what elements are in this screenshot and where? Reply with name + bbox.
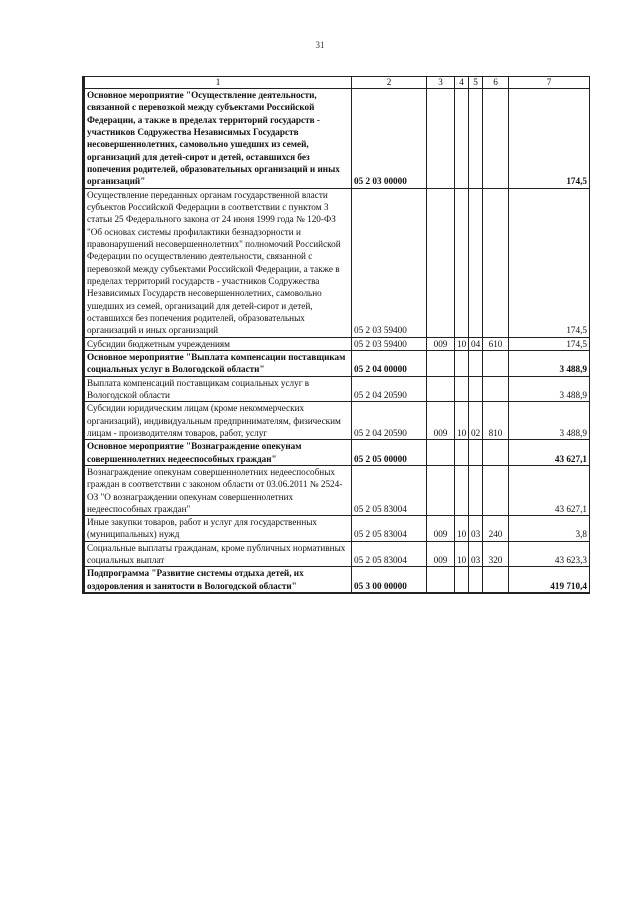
table-row (85, 516, 590, 542)
header-cell-7: 7 (509, 77, 590, 89)
row-col4-cell: 10 (455, 402, 469, 440)
row-col6-cell (483, 350, 509, 376)
row-col6-cell (483, 440, 509, 466)
row-col5-cell (469, 89, 483, 189)
row-col3-cell (427, 440, 455, 466)
table-outer-border-left (82, 76, 84, 594)
row-amount-cell: 419 710,4 (509, 567, 590, 593)
row-code-cell: 05 2 03 00000 (352, 89, 427, 189)
header-cell-1: 1 (85, 77, 352, 89)
row-name-cell: Вознаграждение опекунам совершеннолетних недееспособных граждан в соответствии с законом области от 03.06.2011 № 2524-ОЗ "О вознаграждении опекунам совершеннолетних недееспособных граждан" (85, 465, 352, 515)
header-cell-2: 2 (352, 77, 427, 89)
row-code-cell: 05 3 00 00000 (352, 567, 427, 593)
header-cell-6: 6 (483, 77, 509, 89)
row-code-cell: 05 2 04 00000 (352, 350, 427, 376)
row-col4-cell (455, 440, 469, 466)
table-row (85, 465, 590, 515)
row-name-cell: Осуществление переданных органам государственной власти субъектов Российской Федерации в соответствии с пунктом 3 статьи 25 Федерального закона от 24 июня 1999 года № 120-ФЗ "Об основах системы профилактики безнадзорности и правонарушений несовершеннолетних" полномочий Российской Федерации по осуществлению деятельности, связанной с перевозкой между субъектами Российской Федерации, а также в пределах территорий государств - участников Содружества Независимых Государств несовершеннолетних, самовольно ушедших из семей, организаций для детей-сирот и детей, оставшихся без попечения родителей, образовательных организаций и иных организаций (85, 188, 352, 337)
table-row (85, 402, 590, 440)
row-col3-cell (427, 376, 455, 402)
row-name-cell: Иные закупки товаров, работ и услуг для государственных (муниципальных) нужд (85, 516, 352, 542)
row-amount-cell: 43 627,1 (509, 440, 590, 466)
row-amount-cell: 43 627,1 (509, 465, 590, 515)
row-col6-cell (483, 567, 509, 593)
table-row (85, 440, 590, 466)
row-col4-cell: 10 (455, 541, 469, 567)
table-header-row (85, 77, 590, 89)
row-col6-cell (483, 465, 509, 515)
table-row (85, 541, 590, 567)
row-code-cell: 05 2 04 20590 (352, 376, 427, 402)
row-amount-cell: 43 623,3 (509, 541, 590, 567)
table-row (85, 567, 590, 593)
row-amount-cell: 174,5 (509, 89, 590, 189)
row-col3-cell: 009 (427, 402, 455, 440)
row-name-cell: Основное мероприятие "Осуществление деятельности, связанной с перевозкой между субъектами Российской Федерации, а также в пределах территорий государств - участников Содружества Независимых Государств несовершеннолетних, самовольно ушедших из семей, организаций для детей-сирот и детей, оставшихся без попечения родителей, образовательных организаций и иных организаций" (85, 89, 352, 189)
table-row (85, 337, 590, 350)
row-col5-cell (469, 465, 483, 515)
row-col5-cell: 04 (469, 337, 483, 350)
table-outer-border-bottom (82, 592, 590, 594)
row-col6-cell: 810 (483, 402, 509, 440)
row-col6-cell (483, 89, 509, 189)
table-row (85, 188, 590, 337)
row-code-cell: 05 2 05 00000 (352, 440, 427, 466)
row-col3-cell (427, 89, 455, 189)
row-amount-cell: 3 488,9 (509, 350, 590, 376)
row-col5-cell (469, 188, 483, 337)
row-col6-cell: 610 (483, 337, 509, 350)
row-col4-cell: 10 (455, 337, 469, 350)
row-amount-cell: 3 488,9 (509, 402, 590, 440)
row-code-cell: 05 2 03 59400 (352, 188, 427, 337)
header-cell-4: 4 (455, 77, 469, 89)
row-code-cell: 05 2 05 83004 (352, 465, 427, 515)
row-col5-cell (469, 440, 483, 466)
row-col5-cell (469, 567, 483, 593)
row-col4-cell (455, 350, 469, 376)
row-name-cell: Субсидии бюджетным учреждениям (85, 337, 352, 350)
row-name-cell: Субсидии юридическим лицам (кроме некоммерческих организаций), индивидуальным предпринимателям, физическим лицам - производителям товаров, работ, услуг (85, 402, 352, 440)
row-col4-cell (455, 567, 469, 593)
page-number: 31 (315, 40, 325, 50)
table-row (85, 376, 590, 402)
row-col4-cell: 10 (455, 516, 469, 542)
row-col5-cell: 02 (469, 402, 483, 440)
row-amount-cell: 3 488,9 (509, 376, 590, 402)
row-col5-cell: 03 (469, 541, 483, 567)
row-col6-cell (483, 376, 509, 402)
row-col4-cell (455, 465, 469, 515)
row-name-cell: Выплата компенсаций поставщикам социальных услуг в Вологодской области (85, 376, 352, 402)
row-col6-cell: 240 (483, 516, 509, 542)
row-amount-cell: 174,5 (509, 337, 590, 350)
row-name-cell: Основное мероприятие "Выплата компенсации поставщикам социальных услуг в Вологодской области" (85, 350, 352, 376)
row-col6-cell (483, 188, 509, 337)
row-code-cell: 05 2 03 59400 (352, 337, 427, 350)
row-col5-cell (469, 350, 483, 376)
header-cell-3: 3 (427, 77, 455, 89)
row-col4-cell (455, 188, 469, 337)
row-col3-cell: 009 (427, 541, 455, 567)
row-col5-cell (469, 376, 483, 402)
header-cell-5: 5 (469, 77, 483, 89)
row-name-cell: Подпрограмма "Развитие системы отдыха детей, их оздоровления и занятости в Вологодской области" (85, 567, 352, 593)
row-col3-cell (427, 188, 455, 337)
row-col3-cell (427, 350, 455, 376)
row-col5-cell: 03 (469, 516, 483, 542)
table-row (85, 350, 590, 376)
row-col4-cell (455, 89, 469, 189)
row-col3-cell (427, 567, 455, 593)
row-name-cell: Основное мероприятие "Вознаграждение опекунам совершеннолетних недееспособных граждан" (85, 440, 352, 466)
row-amount-cell: 3,8 (509, 516, 590, 542)
row-name-cell: Социальные выплаты гражданам, кроме публичных нормативных социальных выплат (85, 541, 352, 567)
row-code-cell: 05 2 05 83004 (352, 541, 427, 567)
row-col3-cell (427, 465, 455, 515)
row-code-cell: 05 2 05 83004 (352, 516, 427, 542)
row-col3-cell: 009 (427, 337, 455, 350)
row-amount-cell: 174,5 (509, 188, 590, 337)
row-col3-cell: 009 (427, 516, 455, 542)
table-row (85, 89, 590, 189)
budget-table (84, 76, 590, 593)
row-code-cell: 05 2 04 20590 (352, 402, 427, 440)
row-col4-cell (455, 376, 469, 402)
row-col6-cell: 320 (483, 541, 509, 567)
